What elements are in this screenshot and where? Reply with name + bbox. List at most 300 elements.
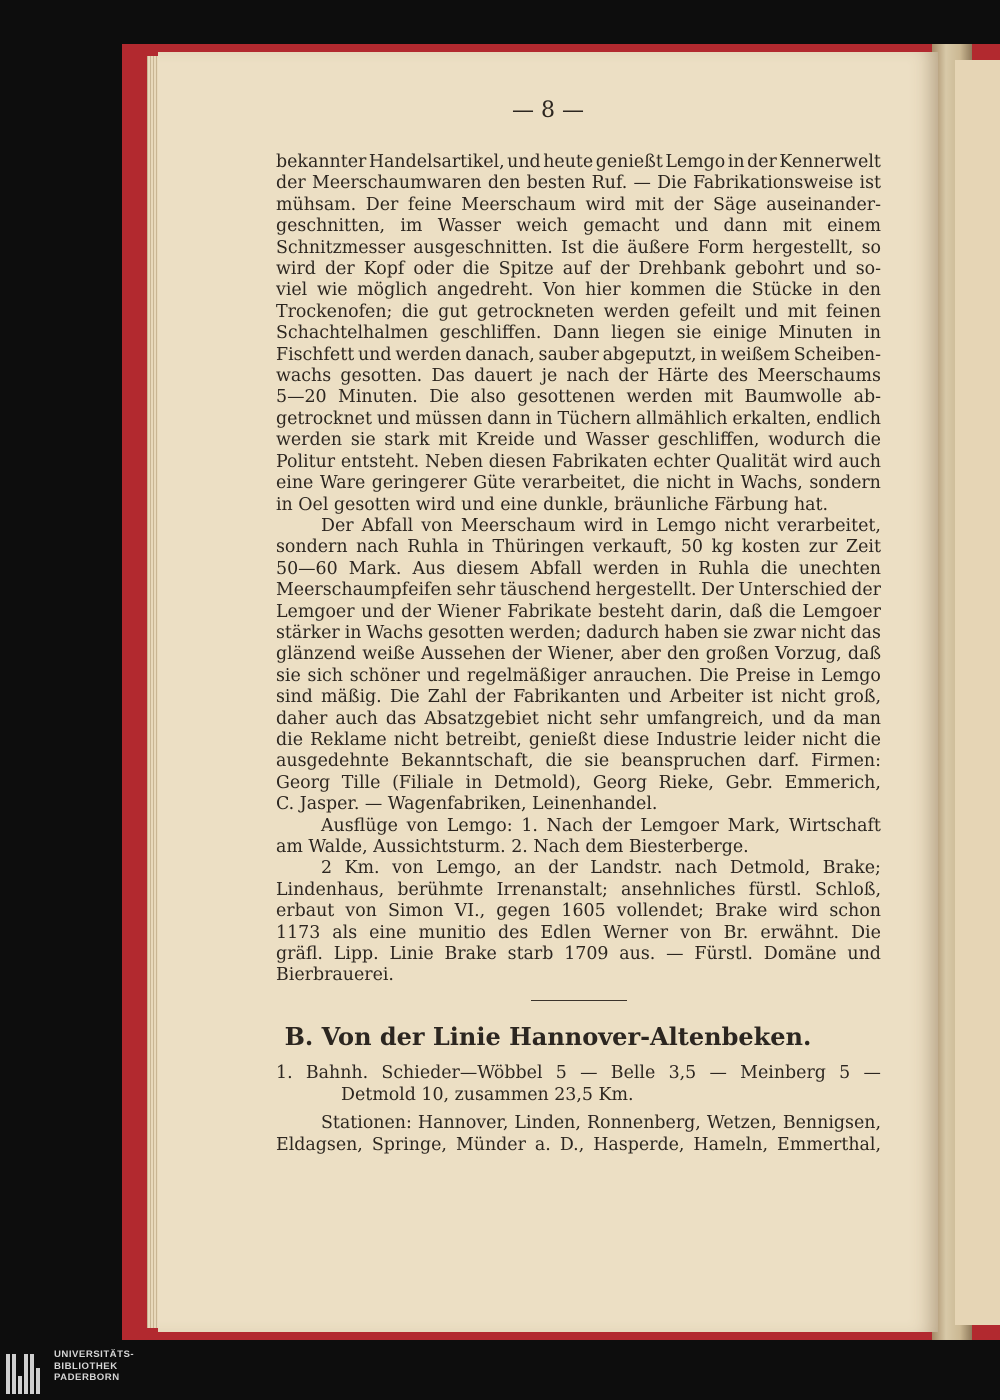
word: 1.: [276, 1063, 293, 1083]
word: und: [357, 344, 392, 365]
word: Hameln,: [693, 1135, 769, 1155]
text-line: [276, 409, 881, 430]
word: Arbeiter: [669, 687, 744, 708]
word: geschnitten,: [276, 216, 386, 237]
word: in: [467, 537, 484, 558]
word: täuschend: [499, 580, 591, 601]
word: der: [599, 259, 630, 280]
word: Güte: [473, 473, 516, 494]
word: Lemgoer: [276, 601, 355, 622]
book-page: [158, 52, 938, 1332]
word: Aussehen: [421, 644, 506, 665]
word: Dann: [552, 323, 600, 344]
text-line: [276, 280, 881, 301]
word: Reklame: [310, 729, 387, 750]
stations-list: [276, 1112, 881, 1156]
word: in: [465, 772, 483, 793]
word: darf.: [758, 751, 800, 772]
word: Scheiben-: [793, 344, 881, 365]
word: und: [507, 152, 541, 172]
word: Eldagsen,: [276, 1135, 363, 1155]
text-line: C. Jasper. — Wagenfabriken, Leinenhandel.: [276, 794, 658, 815]
word: Schieder—Wöbbel: [381, 1063, 543, 1083]
route-description: [276, 1062, 881, 1106]
word: hergestellt,: [752, 237, 854, 258]
text-line: [276, 302, 881, 323]
word: wird: [276, 259, 316, 280]
word: Die: [851, 922, 881, 943]
word: Fabrikationsweise: [693, 173, 854, 194]
word: 50: [680, 537, 703, 558]
word: mit: [635, 194, 665, 215]
text-line: [276, 537, 881, 558]
word: der: [673, 194, 704, 215]
word: kosten: [741, 537, 801, 558]
word: Ruf.: [591, 173, 628, 194]
word: Meinberg: [740, 1063, 826, 1083]
word: Lemgo: [665, 152, 726, 172]
word: Ruhla: [698, 558, 750, 579]
word: von: [680, 922, 712, 943]
word: man: [842, 708, 881, 729]
text-line: [276, 901, 881, 922]
word: Tille: [341, 772, 381, 793]
word: Edlen: [540, 922, 592, 943]
word: Vorzug,: [774, 644, 842, 665]
word: vollendet;: [616, 901, 704, 922]
word: Industrie: [656, 729, 737, 750]
word: geschliffen.: [439, 323, 542, 344]
word: möglich: [357, 280, 428, 301]
word: Meerschaumpfeifen: [276, 580, 452, 601]
word: ist: [859, 173, 881, 194]
word: Wasser: [585, 430, 649, 451]
text-line: [276, 238, 881, 259]
text-line: in Oel gesotten wird und eine dunkle, bräunliche Färbung hat.: [276, 494, 829, 515]
word: (Filiale: [392, 772, 454, 793]
word: Neben: [424, 451, 484, 472]
word: Ist: [561, 237, 584, 258]
word: gesotten.: [340, 366, 423, 387]
word: die: [401, 301, 429, 322]
word: die: [276, 729, 303, 750]
word: dann: [487, 408, 531, 429]
word: 5: [839, 1063, 851, 1083]
word: dann: [723, 216, 768, 237]
word: sehr: [456, 580, 496, 601]
word: des: [717, 366, 749, 387]
word: Wiener: [437, 601, 501, 622]
text-line: Detmold 10, zusammen 23,5 Km.: [341, 1085, 634, 1105]
text-line: [276, 816, 881, 837]
word: den: [666, 644, 700, 665]
text-line: [276, 666, 881, 687]
word: und: [813, 259, 847, 280]
word: besteht: [598, 601, 665, 622]
word: der: [601, 815, 632, 836]
word: Emmerich,: [784, 772, 881, 793]
word: weiße: [362, 644, 415, 665]
word: sind: [276, 687, 313, 708]
word: Lindenhaus,: [276, 879, 385, 900]
word: Hannover,: [417, 1113, 509, 1133]
word: a.: [534, 1135, 551, 1155]
word: Thüringen: [492, 537, 585, 558]
facing-page-edge: [955, 60, 1000, 1325]
word: den: [848, 280, 881, 301]
word: Form: [697, 237, 745, 258]
word: Ronnenberg,: [586, 1113, 701, 1133]
text-line: [276, 1062, 881, 1084]
word: Belle: [610, 1063, 656, 1083]
word: danach,: [465, 344, 535, 365]
word: Detmold),: [493, 772, 582, 793]
word: Brake: [444, 944, 497, 965]
text-line: [276, 430, 881, 451]
word: geringerer: [371, 473, 467, 494]
word: hergestellt.: [595, 580, 697, 601]
word: Lemgo:: [446, 815, 513, 836]
text-line: [276, 452, 881, 473]
word: Werner: [603, 922, 669, 943]
word: nicht: [546, 708, 592, 729]
word: starb: [507, 944, 554, 965]
text-line: [276, 323, 881, 344]
text-line: [276, 366, 881, 387]
word: Simon: [387, 901, 444, 922]
word: der: [618, 366, 649, 387]
word: in: [727, 152, 745, 172]
word: 3,5: [668, 1063, 697, 1083]
word: der: [747, 152, 777, 172]
word: der: [401, 601, 431, 622]
word: regelmäßiger: [466, 665, 587, 686]
word: nicht: [666, 473, 711, 494]
word: Hasperde,: [593, 1135, 685, 1155]
word: der: [511, 644, 542, 665]
word: erwähnt.: [760, 922, 840, 943]
word: so: [861, 237, 881, 258]
word: also: [470, 387, 506, 408]
word: Lemgo,: [436, 858, 502, 879]
word: mit: [782, 216, 812, 237]
word: genießt: [528, 729, 596, 750]
word: heute: [543, 152, 594, 172]
word: von: [406, 815, 439, 836]
word: Die: [657, 173, 687, 194]
word: —: [666, 944, 684, 965]
word: nicht: [724, 515, 769, 536]
word: die: [853, 729, 881, 750]
word: groß,: [833, 687, 881, 708]
word: Wiener,: [547, 644, 615, 665]
body-text: [276, 152, 881, 987]
text-line: [276, 152, 881, 173]
word: in: [535, 408, 553, 429]
word: daher: [276, 708, 328, 729]
word: und: [628, 687, 662, 708]
word: dadurch: [586, 622, 660, 643]
word: nicht: [802, 729, 847, 750]
word: sie: [350, 430, 376, 451]
word: Linie: [389, 944, 434, 965]
word: werden: [592, 558, 660, 579]
word: dauert: [474, 366, 533, 387]
word: ab-: [853, 387, 881, 408]
word: Mark.: [348, 558, 402, 579]
text-line: [276, 259, 881, 280]
word: der: [475, 687, 505, 708]
word: besten: [526, 173, 586, 194]
word: Tüchern: [557, 408, 631, 429]
word: Minuten.: [338, 387, 418, 408]
word: viel: [276, 280, 308, 301]
text-line: am Walde, Aussichtsturm. 2. Nach dem Biesterberge.: [276, 837, 749, 857]
word: gut: [438, 301, 468, 322]
word: Handelsartikel,: [368, 152, 505, 172]
word: 1.: [521, 815, 538, 836]
word: sondern: [809, 473, 881, 494]
word: Preise: [735, 665, 791, 686]
word: sauber: [538, 344, 599, 365]
word: mühsam.: [276, 194, 357, 215]
word: glänzend: [276, 644, 357, 665]
word: wie: [316, 280, 348, 301]
word: D.,: [559, 1135, 585, 1155]
word: Qualität: [715, 451, 788, 472]
word: Minuten: [778, 323, 853, 344]
word: Ruhla: [407, 537, 459, 558]
word: diesem: [456, 558, 520, 579]
word: das: [850, 622, 881, 643]
word: echter: [653, 451, 711, 472]
word: schon: [829, 901, 881, 922]
text-line: [276, 387, 881, 408]
word: eine: [276, 473, 314, 494]
word: in: [864, 323, 881, 344]
word: schöner: [349, 665, 420, 686]
word: wachs: [276, 366, 332, 387]
word: Härte: [657, 366, 709, 387]
word: die: [715, 280, 743, 301]
word: Bennigsen,: [782, 1113, 881, 1133]
word: —: [863, 1063, 881, 1083]
word: des: [497, 922, 529, 943]
word: darin,: [670, 601, 723, 622]
word: leider: [743, 729, 796, 750]
word: auch: [838, 451, 881, 472]
word: auf: [562, 259, 591, 280]
word: —: [580, 1063, 598, 1083]
word: sie: [723, 622, 749, 643]
word: da: [813, 708, 835, 729]
word: zwar: [753, 622, 796, 643]
word: Unterschied: [738, 580, 847, 601]
word: einem: [827, 216, 881, 237]
word: im: [400, 216, 423, 237]
section-heading: B. Von der Linie Hannover-Altenbeken.: [284, 1022, 812, 1051]
page-number: — 8 —: [512, 98, 584, 123]
word: Kreide: [476, 430, 535, 451]
text-line: [276, 473, 881, 494]
word: Firmen:: [811, 751, 881, 772]
text-line: [276, 195, 881, 216]
word: bekannter: [276, 152, 367, 172]
word: die: [462, 259, 490, 280]
word: Springe,: [371, 1135, 447, 1155]
word: ist: [751, 687, 773, 708]
word: nach: [566, 366, 610, 387]
word: Domäne: [763, 944, 837, 965]
word: Die: [699, 665, 729, 686]
word: Linden,: [514, 1113, 581, 1133]
word: Kennerwelt: [779, 152, 881, 172]
text-line: [276, 1134, 881, 1156]
word: Aus: [412, 558, 446, 579]
word: entsteht.: [340, 451, 420, 472]
text-line: [276, 773, 881, 794]
word: Georg: [592, 772, 647, 793]
word: oder: [413, 259, 454, 280]
word: großen: [705, 644, 769, 665]
word: gemacht: [583, 216, 660, 237]
word: Wetzen,: [706, 1113, 777, 1133]
text-line: [276, 580, 881, 601]
word: Baumwolle: [744, 387, 843, 408]
word: Mark,: [727, 815, 781, 836]
word: und: [847, 944, 881, 965]
text-line: [276, 623, 881, 644]
word: liegen: [611, 323, 666, 344]
word: von: [345, 901, 377, 922]
word: Fabrikanten: [513, 687, 620, 708]
word: endlich: [816, 408, 881, 429]
word: einige: [712, 323, 767, 344]
word: 1605: [561, 901, 606, 922]
word: 50—60: [276, 558, 338, 579]
word: Abfall: [361, 515, 414, 536]
word: gesottenen: [517, 387, 616, 408]
word: ausgedehnte: [276, 751, 390, 772]
word: sehr: [599, 708, 639, 729]
word: Münder: [455, 1135, 526, 1155]
word: 5: [555, 1063, 567, 1083]
word: Bekanntschaft,: [400, 751, 534, 772]
word: auch: [335, 708, 378, 729]
word: haben: [664, 622, 719, 643]
word: Von: [542, 280, 576, 301]
text-line: [276, 644, 881, 665]
word: berühmte: [397, 879, 484, 900]
word: 1709: [564, 944, 609, 965]
text-line: [276, 880, 881, 901]
logo-line: BIBLIOTHEK: [54, 1360, 118, 1372]
word: betreibt,: [445, 729, 522, 750]
word: Ware: [319, 473, 366, 494]
word: wird: [585, 194, 626, 215]
word: VI.,: [454, 901, 486, 922]
word: daß: [729, 601, 763, 622]
word: werden: [626, 387, 693, 408]
logo-line: PADERBORN: [54, 1372, 120, 1383]
word: Brake;: [822, 858, 881, 879]
word: getrockneten: [476, 301, 595, 322]
word: Fürstl.: [694, 944, 753, 965]
word: Zahl: [427, 687, 468, 708]
text-line: [276, 559, 881, 580]
word: Lemgo: [820, 665, 881, 686]
word: Das: [431, 366, 465, 387]
word: die: [853, 430, 881, 451]
word: Fabrikaten: [551, 451, 648, 472]
word: in: [344, 622, 362, 643]
word: weich: [516, 216, 568, 237]
word: anrauchen.: [592, 665, 693, 686]
word: 5—20: [276, 387, 327, 408]
word: allmählich: [635, 408, 728, 429]
word: Lipp.: [333, 944, 379, 965]
word: Schloß,: [814, 879, 881, 900]
word: Kopf: [363, 259, 405, 280]
word: Wachs: [366, 622, 424, 643]
word: mit: [438, 430, 468, 451]
word: Fabrikate: [507, 601, 592, 622]
word: verarbeitet,: [522, 473, 627, 494]
word: das: [385, 708, 417, 729]
word: kg: [711, 537, 734, 558]
word: feinen: [825, 301, 881, 322]
word: getrocknet: [276, 408, 372, 429]
word: ausgeschnitten.: [413, 237, 553, 258]
word: Lemgoer: [802, 601, 881, 622]
word: fürstl.: [748, 879, 802, 900]
word: Brake: [715, 901, 768, 922]
library-name: [54, 1349, 134, 1384]
word: Der: [321, 515, 354, 536]
word: wird: [778, 901, 819, 922]
word: wird: [792, 451, 833, 472]
word: aus.: [619, 944, 656, 965]
word: ansehnliches: [621, 879, 736, 900]
word: sie: [676, 323, 702, 344]
word: und: [771, 708, 806, 729]
word: der: [851, 580, 881, 601]
word: und: [744, 301, 779, 322]
word: daß: [847, 644, 881, 665]
word: feine: [407, 194, 452, 215]
word: die: [545, 751, 573, 772]
word: mäßig.: [320, 687, 382, 708]
text-line: [276, 923, 881, 944]
word: Meerschaumwaren: [311, 173, 482, 194]
text-line: [276, 751, 881, 772]
word: so-: [855, 259, 881, 280]
word: sie: [276, 665, 301, 686]
word: in: [797, 665, 815, 686]
word: sondern: [276, 537, 348, 558]
word: in: [822, 280, 839, 301]
word: Absatzgebiet: [424, 708, 539, 729]
word: der: [324, 259, 355, 280]
word: Meerschaum: [460, 515, 576, 536]
word: die: [632, 473, 660, 494]
word: diese: [603, 729, 650, 750]
word: verkauft,: [592, 537, 673, 558]
word: wird: [583, 515, 624, 536]
word: und: [376, 408, 411, 429]
word: munitio: [418, 922, 486, 943]
word: Emmerthal,: [777, 1135, 881, 1155]
